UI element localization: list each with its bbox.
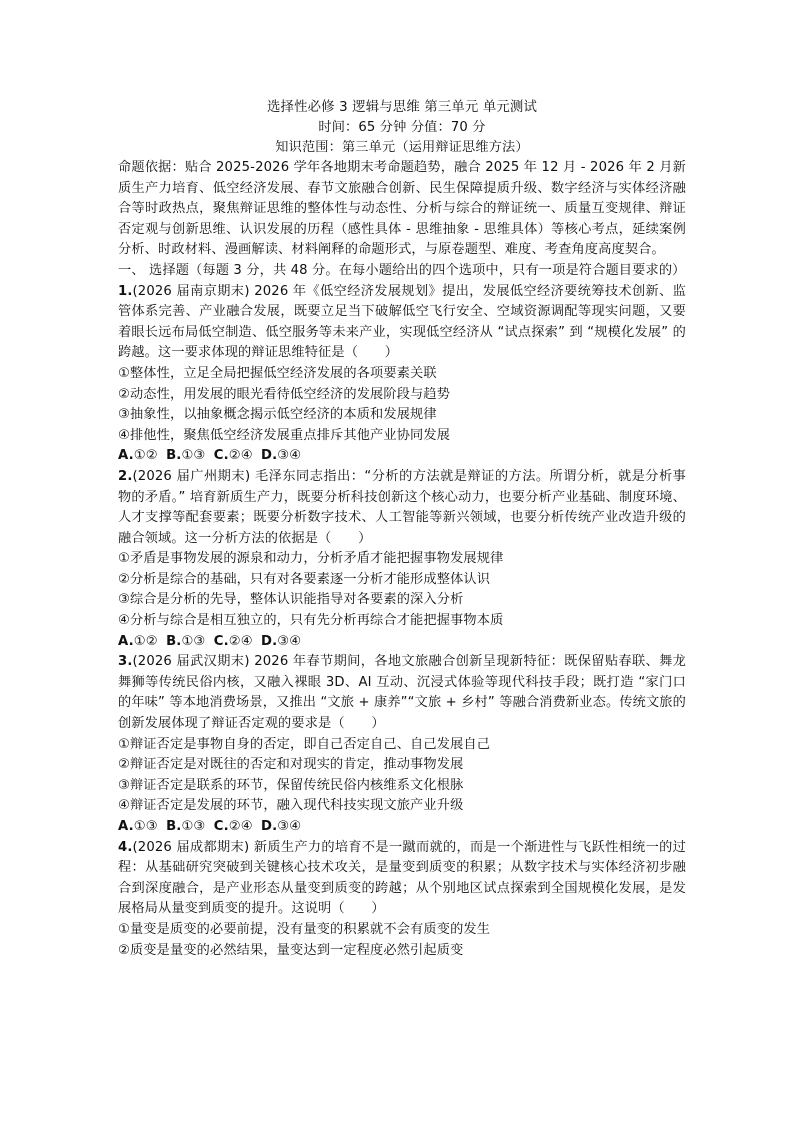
question-1 — [118, 282, 686, 467]
question-number: 1. — [118, 283, 133, 299]
option-4: ④分析与综合是相互独立的，只有先分析再综合才能把握事物本质 — [118, 613, 504, 629]
answer-c: C.②④ — [213, 633, 253, 649]
question-number: 3. — [118, 654, 133, 670]
question-stem — [118, 467, 686, 549]
option-3: ③抽象性，以抽象概念揭示低空经济的本质和发展规律 — [118, 407, 437, 423]
answer-a: A.①③ — [118, 819, 158, 834]
question-stem — [118, 652, 686, 734]
exam-page — [118, 98, 686, 961]
knowledge-scope: 知识范围：第三单元（运用辩证思维方法） — [275, 140, 529, 155]
section-choice-heading: 一、 选择题（每题 3 分，共 48 分。在每小题给出的四个选项中，只有一项是符合题目要求的） — [118, 262, 686, 278]
question-stem — [118, 282, 686, 364]
answer-c: C.②④ — [213, 819, 253, 834]
question-text: (2026 届南京期末) 2026 年《低空经济发展规划》提出，发展低空经济要统筹技术创新、监管体系完善、产业融合发展，既要立足当下破解低空飞行安全、空域资源调配等现实问题，又要着眼长远布局低空制造、低空服务等未来产业，实现低空经济从 “试点探索” 到 “规模化发展” 的跨越。这一要求体现的辩证思维特征是（ ） — [118, 283, 686, 361]
answer-choices — [118, 632, 686, 653]
question-3 — [118, 652, 686, 837]
answer-d: D.③④ — [261, 819, 302, 834]
answer-b: B.①③ — [166, 819, 206, 834]
time-score: 时间：65 分钟 分值：70 分 — [318, 120, 486, 135]
answer-b: B.①③ — [166, 633, 206, 649]
answer-choices — [118, 446, 686, 467]
option-1: ①量变是质变的必要前提，没有量变的积累就不会有质变的发生 — [118, 921, 491, 937]
answer-a: A.①② — [118, 633, 158, 649]
option-2: ②分析是综合的基础，只有对各要素逐一分析才能形成整体认识 — [118, 571, 491, 587]
answer-b: B.①③ — [166, 448, 206, 464]
question-4 — [118, 838, 686, 962]
question-number: 2. — [118, 468, 133, 484]
option-2: ②动态性，用发展的眼光看待低空经济的发展阶段与趋势 — [118, 386, 451, 402]
option-3: ③辩证否定是联系的环节，保留传统民俗内核维系文化根脉 — [118, 777, 464, 793]
option-4: ④辩证否定是发展的环节，融入现代科技实现文旅产业升级 — [118, 798, 464, 814]
answer-c: C.②④ — [213, 448, 253, 464]
option-4: ④排他性，聚焦低空经济发展重点排斥其他产业协同发展 — [118, 427, 451, 443]
question-stem — [118, 838, 686, 920]
answer-d: D.③④ — [261, 633, 302, 649]
option-2: ②质变是量变的必然结果，量变达到一定程度必然引起质变 — [118, 942, 464, 958]
option-3: ③综合是分析的先导，整体认识能指导对各要素的深入分析 — [118, 592, 464, 608]
proposition-basis: 命题依据：贴合 2025-2026 学年各地期末考命题趋势，融合 2025 年 12 月 - 2026 年 2 月新质生产力培育、低空经济发展、春节文旅融合创新、民生保障提质升级、数字经济与实体经济融合等时政热点，聚焦辩证思维的整体性与动态性、分析与综合的辩证统一、质量互变规律、辩证否定观与创新思维、认识发展的历程（感性具体 - 思维抽象 - 思维具体）等核心考点，延续案例分析、时政材料、漫画解读、材料阐释的命题形式，与原卷题型、难度、考查角度高度契合。 — [118, 160, 686, 258]
option-1: ①辩证否定是事物自身的否定，即自己否定自己、自己发展自己 — [118, 736, 491, 752]
option-2: ②辩证否定是对既往的否定和对现实的肯定，推动事物发展 — [118, 757, 464, 773]
option-1: ①整体性，立足全局把握低空经济发展的各项要素关联 — [118, 365, 437, 381]
answer-choices — [118, 817, 686, 838]
option-1: ①矛盾是事物发展的源泉和动力，分析矛盾才能把握事物发展规律 — [118, 551, 504, 567]
question-text: (2026 届成都期末) 新质生产力的培育不是一蹴而就的，而是一个渐进性与飞跃性相统一的过程：从基础研究突破到关键核心技术攻关，是量变到质变的积累；从数字技术与实体经济初步融合到深度融合，是产业形态从量变到质变的跨越；从个别地区试点探索到全国规模化发展，是发展格局从量变到质变的提升。这说明（ ） — [118, 839, 686, 917]
question-text: (2026 届武汉期末) 2026 年春节期间，各地文旅融合创新呈现新特征：既保留贴春联、舞龙舞狮等传统民俗内核，又融入裸眼 3D、AI 互动、沉浸式体验等现代科技手段；既打造 “家门口的年味” 等本地消费场景，又推出 “文旅 + 康养”“文旅 + 乡村” 等融合消费新业态。传统文旅的创新发展体现了辩证否定观的要求是（ ） — [118, 654, 686, 732]
question-text: (2026 届广州期末) 毛泽东同志指出：“分析的方法就是辩证的方法。所谓分析，就是分析事物的矛盾。” 培育新质生产力，既要分析科技创新这个核心动力，也要分析产业基础、制度环境、人才支撑等配套要素；既要分析数字技术、人工智能等新兴领域，也要分析传统产业改造升级的融合领域。这一分析方法的依据是（ ） — [118, 468, 686, 546]
question-number: 4. — [118, 839, 133, 855]
question-2 — [118, 467, 686, 652]
answer-d: D.③④ — [261, 448, 302, 464]
answer-a: A.①② — [118, 448, 158, 464]
exam-title: 选择性必修 3 逻辑与思维 第三单元 单元测试 — [266, 100, 538, 115]
